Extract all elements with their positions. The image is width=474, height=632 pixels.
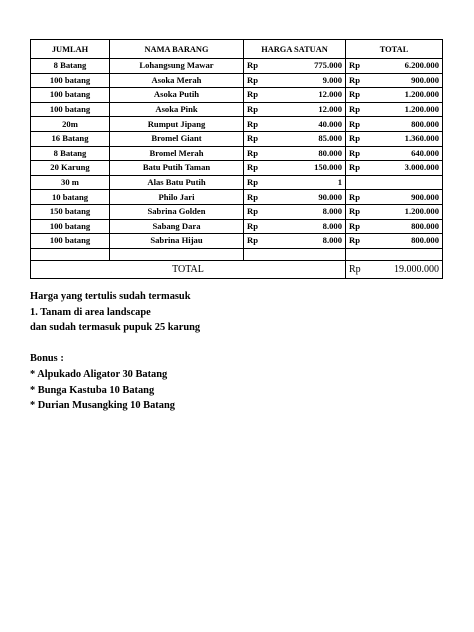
- row-total-cell: 640.000: [374, 146, 443, 161]
- unit-price-currency: Rp: [244, 161, 272, 176]
- total-currency: Rp: [346, 190, 374, 205]
- unit-price-currency: Rp: [244, 102, 272, 117]
- table-row: [31, 190, 443, 205]
- item-name-cell: Rumput Jipang: [110, 117, 244, 132]
- qty-cell: 10 batang: [31, 190, 110, 205]
- notes-spacer: [30, 336, 450, 352]
- unit-price-currency: Rp: [244, 204, 272, 219]
- item-name-cell: Bromel Giant: [110, 131, 244, 146]
- total-currency: Rp: [346, 73, 374, 88]
- total-currency: Rp: [346, 234, 374, 249]
- unit-price-currency: Rp: [244, 219, 272, 234]
- note-line-3: dan sudah termasuk pupuk 25 karung: [30, 322, 201, 334]
- blank-cell: [244, 248, 272, 260]
- unit-price-cell: 85.000: [272, 131, 346, 146]
- table-body: [31, 59, 443, 249]
- row-total-cell: 800.000: [374, 234, 443, 249]
- row-total-cell: 900.000: [374, 73, 443, 88]
- unit-price-cell: 90.000: [272, 190, 346, 205]
- total-label: TOTAL: [31, 260, 346, 278]
- qty-cell: 8 Batang: [31, 59, 110, 74]
- unit-price-cell: 8.000: [272, 234, 346, 249]
- note-line-1: Harga yang tertulis sudah termasuk: [30, 291, 191, 302]
- qty-cell: 150 batang: [31, 204, 110, 219]
- unit-price-currency: Rp: [244, 131, 272, 146]
- table-row: [31, 73, 443, 88]
- total-currency: Rp: [346, 161, 374, 176]
- bonus-title: Bonus :: [30, 353, 64, 365]
- bonus-item-2: * Bunga Kastuba 10 Batang: [30, 384, 155, 396]
- item-name-cell: Asoka Merah: [110, 73, 244, 88]
- total-currency: Rp: [346, 102, 374, 117]
- blank-row: [31, 248, 443, 260]
- unit-price-currency: Rp: [244, 175, 272, 190]
- unit-price-cell: 150.000: [272, 161, 346, 176]
- item-name-cell: Lohangsung Mawar: [110, 59, 244, 74]
- item-name-cell: Sabrina Hijau: [110, 234, 244, 249]
- item-name-cell: Sabrina Golden: [110, 204, 244, 219]
- unit-price-currency: Rp: [244, 73, 272, 88]
- total-currency: Rp: [346, 117, 374, 132]
- table-row: [31, 102, 443, 117]
- note-line-2: 1. Tanam di area landscape: [30, 306, 151, 318]
- unit-price-cell: 9.000: [272, 73, 346, 88]
- total-currency: Rp: [346, 88, 374, 103]
- table-row: [31, 88, 443, 103]
- unit-price-currency: Rp: [244, 59, 272, 74]
- row-total-cell: 900.000: [374, 190, 443, 205]
- unit-price-cell: 80.000: [272, 146, 346, 161]
- qty-cell: 20m: [31, 117, 110, 132]
- table-row: [31, 234, 443, 249]
- price-table-container: [30, 39, 442, 279]
- qty-cell: 8 Batang: [31, 146, 110, 161]
- unit-price-cell: 8.000: [272, 204, 346, 219]
- row-total-cell: 3.000.000: [374, 161, 443, 176]
- item-name-cell: Sabang Dara: [110, 219, 244, 234]
- total-currency: Rp: [346, 59, 374, 74]
- table-row: [31, 146, 443, 161]
- item-name-cell: Philo Jari: [110, 190, 244, 205]
- header-item-name: NAMA BARANG: [110, 40, 244, 59]
- item-name-cell: Asoka Pink: [110, 102, 244, 117]
- table-row: [31, 117, 443, 132]
- table-row: [31, 219, 443, 234]
- total-currency: Rp: [346, 204, 374, 219]
- unit-price-cell: 775.000: [272, 59, 346, 74]
- row-total-cell: 1.200.000: [374, 204, 443, 219]
- table-header-row: [31, 40, 443, 59]
- qty-cell: 20 Karung: [31, 161, 110, 176]
- qty-cell: 100 batang: [31, 102, 110, 117]
- total-currency: Rp: [346, 146, 374, 161]
- unit-price-cell: 12.000: [272, 102, 346, 117]
- row-total-cell: [374, 175, 443, 190]
- price-table: [30, 39, 443, 279]
- unit-price-cell: 12.000: [272, 88, 346, 103]
- table-row: [31, 175, 443, 190]
- qty-cell: 100 batang: [31, 88, 110, 103]
- table-row: [31, 59, 443, 74]
- table-row: [31, 131, 443, 146]
- unit-price-currency: Rp: [244, 190, 272, 205]
- header-total: TOTAL: [346, 40, 443, 59]
- blank-cell: [110, 248, 244, 260]
- unit-price-currency: Rp: [244, 117, 272, 132]
- blank-cell: [346, 248, 374, 260]
- total-row: [31, 260, 443, 278]
- item-name-cell: Bromel Merah: [110, 146, 244, 161]
- row-total-cell: 1.200.000: [374, 88, 443, 103]
- unit-price-cell: 1: [272, 175, 346, 190]
- total-currency: Rp: [346, 131, 374, 146]
- total-currency: [346, 175, 374, 190]
- notes-section: [30, 289, 450, 414]
- unit-price-currency: Rp: [244, 234, 272, 249]
- grand-total-value: 19.000.000: [374, 260, 443, 278]
- row-total-cell: 800.000: [374, 219, 443, 234]
- qty-cell: 100 batang: [31, 73, 110, 88]
- total-currency: Rp: [346, 260, 374, 278]
- item-name-cell: Asoka Putih: [110, 88, 244, 103]
- unit-price-cell: 8.000: [272, 219, 346, 234]
- total-currency: Rp: [346, 219, 374, 234]
- unit-price-cell: 40.000: [272, 117, 346, 132]
- table-row: [31, 161, 443, 176]
- qty-cell: 100 batang: [31, 219, 110, 234]
- row-total-cell: 1.200.000: [374, 102, 443, 117]
- qty-cell: 16 Batang: [31, 131, 110, 146]
- row-total-cell: 6.200.000: [374, 59, 443, 74]
- qty-cell: 100 batang: [31, 234, 110, 249]
- table-row: [31, 204, 443, 219]
- item-name-cell: Batu Putih Taman: [110, 161, 244, 176]
- unit-price-currency: Rp: [244, 88, 272, 103]
- blank-cell: [374, 248, 443, 260]
- header-unit-price: HARGA SATUAN: [244, 40, 346, 59]
- unit-price-currency: Rp: [244, 146, 272, 161]
- qty-cell: 30 m: [31, 175, 110, 190]
- blank-cell: [272, 248, 346, 260]
- item-name-cell: Alas Batu Putih: [110, 175, 244, 190]
- blank-cell: [31, 248, 110, 260]
- row-total-cell: 1.360.000: [374, 131, 443, 146]
- header-qty: JUMLAH: [31, 40, 110, 59]
- bonus-item-3: * Durian Musangking 10 Batang: [30, 400, 175, 412]
- row-total-cell: 800.000: [374, 117, 443, 132]
- bonus-item-1: * Alpukado Aligator 30 Batang: [30, 368, 168, 380]
